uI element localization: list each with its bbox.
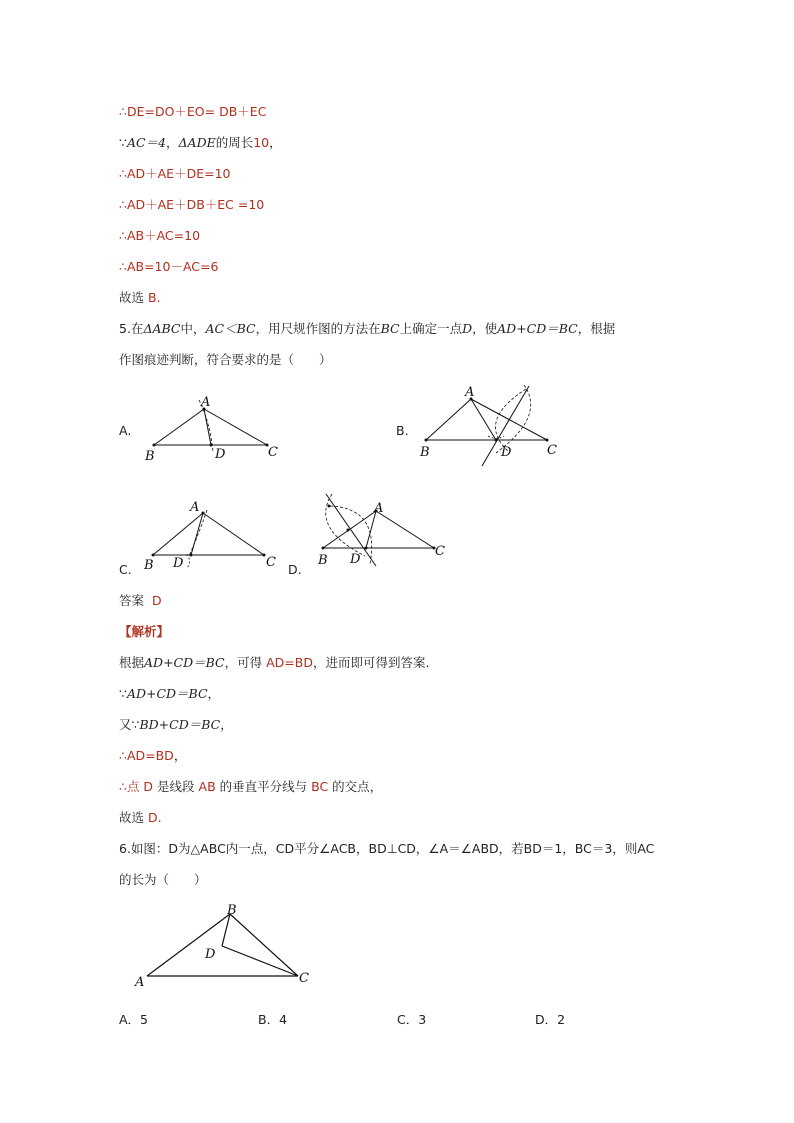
option-b-label: B. <box>396 423 409 438</box>
solution-line-2: ∵AC＝4，ΔADE的周长10， <box>119 135 282 150</box>
q6-option-c: C．3 <box>397 1012 427 1027</box>
solution-line-3: ∴AD＋AE＋DE=10 <box>119 166 231 181</box>
figure-option-d <box>310 488 460 576</box>
figure-question-6 <box>130 898 320 992</box>
explanation-line-6: 故选 D. <box>119 810 162 825</box>
label-b: B <box>144 558 154 573</box>
explanation-line-2: ∵AD+CD＝BC， <box>119 686 221 701</box>
label-a: A <box>135 975 145 990</box>
answer-line: 答案 D <box>119 593 162 608</box>
solution-line-1: ∴DE=DO＋EO= DB＋EC <box>119 104 267 119</box>
explanation-line-1: 根据AD+CD＝BC，可得 AD=BD，进而即可得到答案. <box>119 655 430 670</box>
figure-option-c <box>140 496 290 578</box>
figure-option-a <box>140 392 290 464</box>
solution-line-5: ∴AB＋AC=10 <box>119 228 201 243</box>
solution-line-6: ∴AB=10－AC=6 <box>119 259 219 274</box>
option-c-label: C. <box>119 562 132 577</box>
label-d: D <box>173 556 184 571</box>
explanation-line-4: ∴AD=BD， <box>119 748 187 763</box>
label-a: A <box>201 395 211 410</box>
q6-option-d: D．2 <box>535 1012 566 1027</box>
label-c: C <box>268 445 278 460</box>
explanation-line-5: ∴点 D 是线段 AB 的垂直平分线与 BC 的交点， <box>119 779 383 794</box>
question-5-line-1: 5.在ΔABC中，AC＜BC，用尺规作图的方法在BC上确定一点D，使AD+CD＝BC，根据 <box>119 321 616 336</box>
label-d: D <box>350 552 361 567</box>
label-b: B <box>227 903 237 918</box>
label-b: B <box>420 445 430 460</box>
label-c: C <box>299 971 309 986</box>
label-a: A <box>190 500 200 515</box>
option-a-label: A. <box>119 423 132 438</box>
solution-line-4: ∴AD＋AE＋DB＋EC =10 <box>119 197 265 212</box>
question-5-line-2: 作图痕迹判断，符合要求的是（ ） <box>119 352 332 367</box>
label-c: C <box>435 544 445 559</box>
label-a: A <box>374 501 384 516</box>
solution-line-7: 故选 B. <box>119 290 161 305</box>
explanation-line-3: 又∵BD+CD＝BC， <box>119 717 233 732</box>
label-d: D <box>205 947 216 962</box>
label-b: B <box>318 553 328 568</box>
label-d: D <box>501 445 512 460</box>
q6-option-b: B．4 <box>258 1012 288 1027</box>
label-c: C <box>547 443 557 458</box>
q6-option-a: A．5 <box>119 1012 149 1027</box>
figure-option-b <box>416 381 566 471</box>
option-d-label: D. <box>288 562 302 577</box>
question-6-line-1: 6.如图：D为△ABC内一点，CD平分∠ACB，BD⊥CD，∠A＝∠ABD，若BD＝1，BC＝3，则AC <box>119 841 655 856</box>
label-d: D <box>215 447 226 462</box>
analysis-heading: 【解析】 <box>119 624 170 639</box>
label-b: B <box>145 449 155 464</box>
question-6-line-2: 的长为（ ） <box>119 872 207 887</box>
label-c: C <box>266 555 276 570</box>
label-a: A <box>465 385 475 400</box>
